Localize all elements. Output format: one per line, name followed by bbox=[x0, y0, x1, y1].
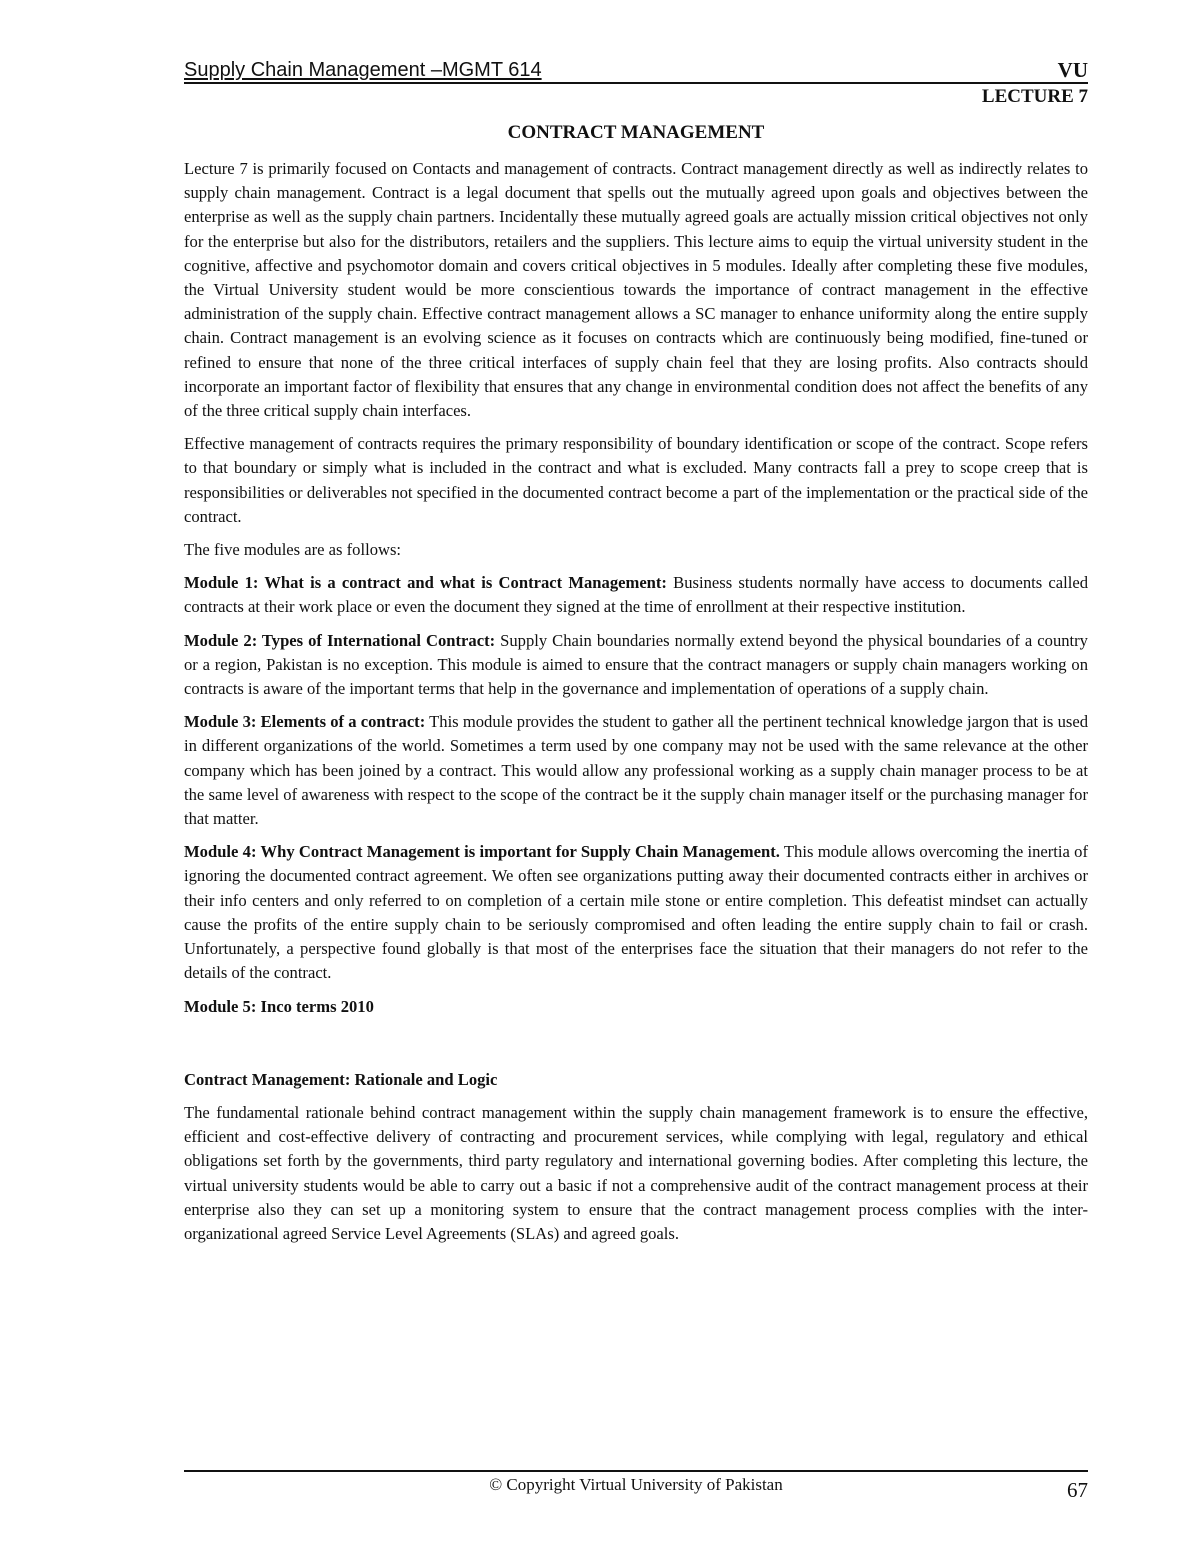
module-1-text: Business students normally have access to documents called contracts at their work place or even the document they signed at the time of enrollment at their respective institution. bbox=[184, 573, 1088, 617]
page-number: 67 bbox=[1067, 1478, 1088, 1502]
module-4-heading: Module 4: Why Contract Management is important for Supply Chain Management. bbox=[184, 842, 780, 862]
module-3-heading: Module 3: Elements of a contract: bbox=[184, 712, 426, 732]
module-2-text: Supply Chain boundaries normally extend beyond the physical boundaries of a country or a region, Pakistan is no exception. This module is aimed to ensure that the contract managers or supply chain managers working on contracts is aware of the important terms that help in the governance and implementation of operations of a supply chain. bbox=[184, 630, 1088, 699]
module-1-heading: Module 1: What is a contract and what is Contract Management: bbox=[184, 573, 667, 593]
module-2-heading: Module 2: Types of International Contract: bbox=[184, 630, 496, 650]
scope-paragraph: Effective management of contracts requires the primary responsibility of boundary identification or scope of the contract. Scope refers to that boundary or simply what is included in the contract and what is excluded. Many contracts fall a prey to scope creep that is responsibilities or deliverables not specified in the documented contract become a part of the implementation or the practical side of the contract. bbox=[184, 434, 1088, 526]
rationale-paragraph: The fundamental rationale behind contract management within the supply chain management framework is to ensure the effective, efficient and cost-effective delivery of contracting and procurement services, while complying with legal, regulatory and ethical obligations set forth by the governments, third party regulatory and international governing bodies. After completing this lecture, the virtual university students would be able to carry out a basic if not a comprehensive audit of the contract management process at their enterprise also they can set up a monitoring system to ensure that the contract management process complies with the inter-organizational agreed Service Level Agreements (SLAs) and agreed goals. bbox=[184, 1102, 1088, 1243]
module-4 bbox=[184, 840, 1088, 985]
section-heading-text: Contract Management: Rationale and Logic bbox=[184, 1069, 498, 1089]
section-heading bbox=[184, 1068, 1088, 1092]
modules-intro: The five modules are as follows: bbox=[184, 540, 402, 560]
module-4-text: This module allows overcoming the inertia of ignoring the documented contract agreement. We often see organizations putting away their documented contracts either in archives or their info centers and only referred to on completion of a certain mile stone or entire completion. This defeatist mindset can actually cause the profits of the entire supply chain to be seriously compromised and often leading the entire supply chain to fail or crash. Unfortunately, a perspective found globally is that most of the enterprises face the situation that their managers do not refer to the details of the contract. bbox=[184, 842, 1088, 983]
module-5-heading: Module 5: Inco terms 2010 bbox=[184, 996, 374, 1016]
page-header bbox=[184, 58, 1088, 84]
document-page bbox=[184, 0, 1088, 1553]
institution-abbr: VU bbox=[1057, 58, 1088, 82]
copyright-notice: © Copyright Virtual University of Pakistan bbox=[489, 1475, 783, 1494]
lecture-label: LECTURE 7 bbox=[981, 86, 1088, 107]
document-body bbox=[184, 157, 1088, 1255]
page-title: CONTRACT MANAGEMENT bbox=[507, 122, 765, 143]
module-1 bbox=[184, 571, 1088, 619]
course-title: Supply Chain Management –MGMT 614 bbox=[184, 59, 542, 81]
module-3 bbox=[184, 710, 1088, 831]
module-2 bbox=[184, 629, 1088, 702]
section-spacer bbox=[184, 1028, 1088, 1068]
footer-divider bbox=[184, 1470, 1088, 1472]
intro-paragraph: Lecture 7 is primarily focused on Contacts and management of contracts. Contract management directly as well as indirectly relates to supply chain management. Contract is a legal document that spells out the mutually agreed upon goals and objectives between the enterprise as well as the supply chain partners. Incidentally these mutually agreed goals are actually mission critical objectives not only for the enterprise but also for the distributors, retailers and the suppliers. This lecture aims to equip the virtual university student in the cognitive, affective and psychomotor domain and covers critical objectives in 5 modules. Ideally after completing these five modules, the Virtual University student would be more conscientious towards the importance of contract management in the effective administration of the supply chain. Effective contract management allows a SC manager to enhance uniformity along the entire supply chain. Contract management is an evolving science as it focuses on contracts which are continuously being modified, fine-tuned or refined to ensure that none of the three critical interfaces of supply chain feel that they are losing profits. Also contracts should incorporate an important factor of flexibility that ensures that any change in environmental condition does not affect the benefits of any of the three critical supply chain interfaces. bbox=[184, 159, 1088, 421]
module-3-text: This module provides the student to gather all the pertinent technical knowledge jargon that is used in different organizations of the world. Sometimes a term used by one company may not be used with the same relevance at the other company which has been joined by a contract. This would allow any professional working as a supply chain manager process to be at the same level of awareness with respect to the scope of the contract be it the supply chain manager itself or the purchasing manager for that matter. bbox=[184, 712, 1088, 829]
module-5 bbox=[184, 995, 1088, 1019]
